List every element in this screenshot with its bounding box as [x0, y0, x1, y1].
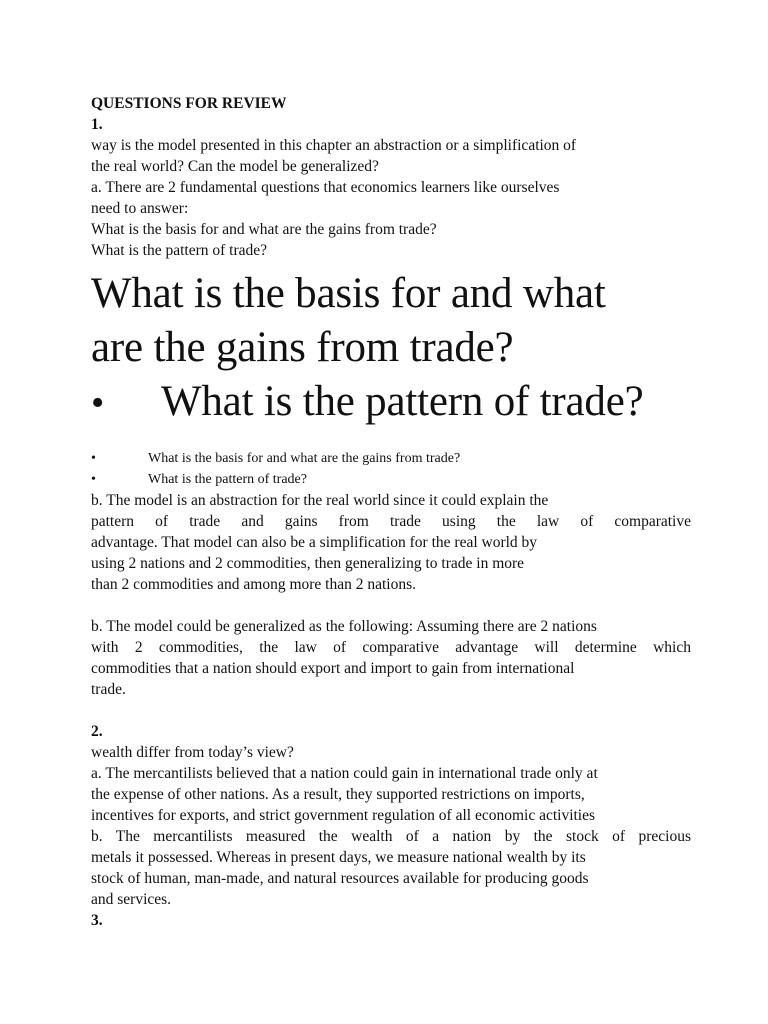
q2-line: metals it possessed. Whereas in present days, we measure national wealth by its — [91, 849, 586, 866]
answer-b-line: pattern of trade and gains from trade using the law of comparative — [91, 513, 691, 530]
q1-line: way is the model presented in this chapter an abstraction or a simplification of — [91, 137, 577, 154]
answer-b2-line: trade. — [91, 681, 126, 698]
answer-b-line: than 2 commodities and among more than 2 nations. — [91, 576, 417, 593]
answer-b-line: using 2 nations and 2 commodities, then generalizing to trade in more — [91, 555, 525, 572]
q2-line: incentives for exports, and strict government regulation of all economic activities — [91, 807, 596, 824]
large-text-line: are the gains from trade? — [91, 324, 514, 371]
q2-line: b. The mercantilists measured the wealth of a nation by the stock of precious — [91, 828, 691, 845]
answer-b2-line: with 2 commodities, the law of comparative advantage will determine which — [91, 639, 691, 656]
list-item-text: What is the pattern of trade? — [148, 472, 307, 487]
list-item-text: What is the basis for and what are the gains from trade? — [148, 451, 461, 466]
q2-line: wealth differ from today’s view? — [91, 744, 294, 761]
bullet-list — [91, 448, 691, 490]
document-page — [91, 93, 691, 931]
bullet-icon: • — [91, 451, 96, 466]
paragraph-gap — [91, 700, 691, 721]
list-item — [91, 469, 691, 490]
q2-line: and services. — [91, 891, 172, 908]
large-bullet-item — [91, 375, 691, 430]
large-bullet-text: What is the pattern of trade? — [161, 378, 644, 425]
bullet-icon: • — [91, 382, 105, 424]
question-3-number: 3. — [91, 912, 103, 929]
q1-line: What is the basis for and what are the gains from trade? — [91, 221, 437, 238]
answer-b-line: advantage. That model can also be a simplification for the real world by — [91, 534, 538, 551]
q1-line: the real world? Can the model be generalized? — [91, 158, 379, 175]
answer-b-line: b. The model is an abstraction for the real world since it could explain the — [91, 492, 549, 509]
paragraph-gap — [91, 595, 691, 616]
q1-line: What is the pattern of trade? — [91, 242, 268, 259]
q2-line: stock of human, man-made, and natural resources available for producing goods — [91, 870, 589, 887]
bullet-icon: • — [91, 472, 96, 487]
question-1-number: 1. — [91, 116, 103, 133]
q1-line: a. There are 2 fundamental questions that economics learners like ourselves — [91, 179, 560, 196]
answer-b2-line: b. The model could be generalized as the following: Assuming there are 2 nations — [91, 618, 597, 635]
q1-line: need to answer: — [91, 200, 189, 217]
q2-line: a. The mercantilists believed that a nation could gain in international trade only at — [91, 765, 598, 782]
question-2-number: 2. — [91, 723, 103, 740]
q2-line: the expense of other nations. As a result, they supported restrictions on imports, — [91, 786, 585, 803]
large-text-line: What is the basis for and what — [91, 270, 606, 317]
section-heading: QUESTIONS FOR REVIEW — [91, 95, 287, 112]
answer-b2-line: commodities that a nation should export and import to gain from international — [91, 660, 575, 677]
list-item — [91, 448, 691, 469]
